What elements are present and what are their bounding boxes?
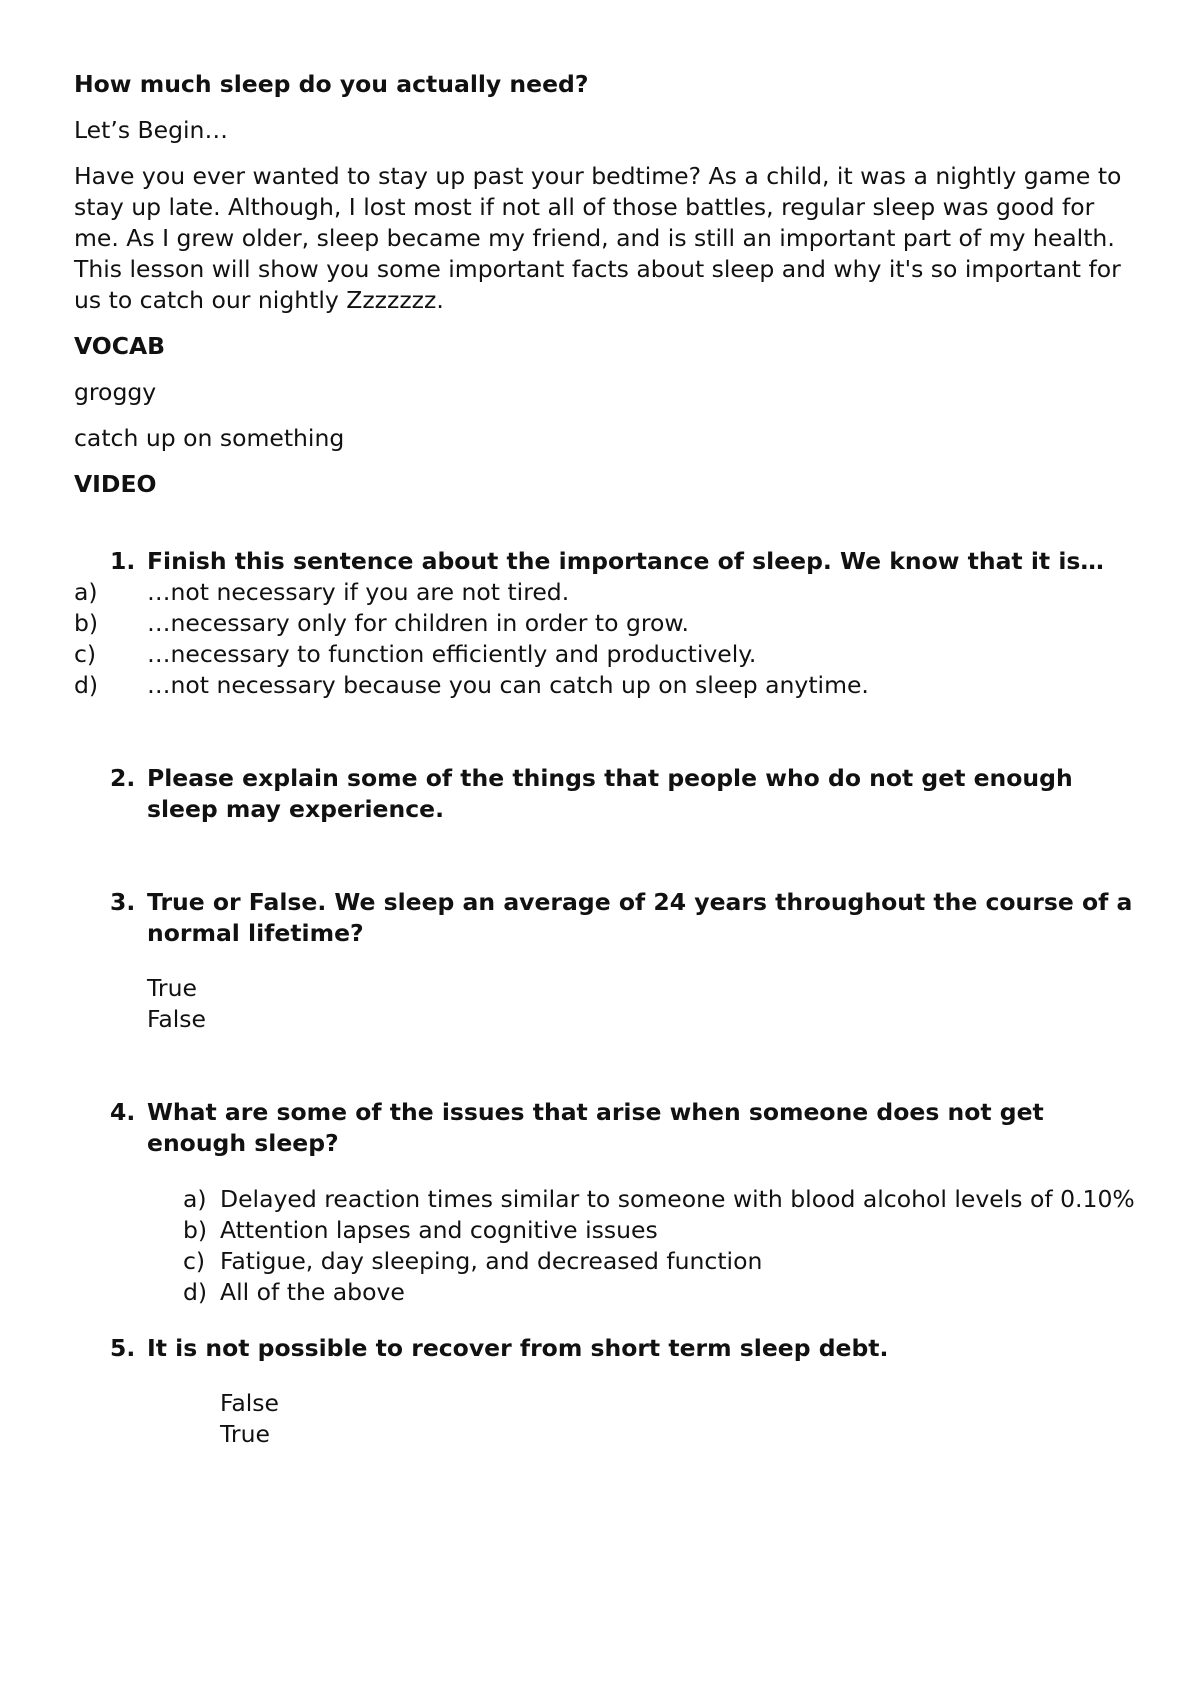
choice-false[interactable]: False <box>220 1389 279 1417</box>
video-heading: VIDEO <box>74 470 157 498</box>
vocab-item: groggy <box>74 378 157 406</box>
option-text: …necessary only for children in order to grow. <box>147 609 689 637</box>
option-letter: b) <box>74 609 99 637</box>
worksheet-document <box>74 69 1139 1450</box>
vocab-heading: VOCAB <box>74 332 166 360</box>
question-3-prompt <box>74 887 1139 949</box>
option-text: Attention lapses and cognitive issues <box>220 1216 658 1244</box>
option-letter: a) <box>183 1185 207 1213</box>
answer-option-a[interactable] <box>74 1184 1139 1215</box>
question-text: What are some of the issues that arise when someone does not get enough sleep? <box>147 1098 1044 1157</box>
option-letter: c) <box>183 1247 206 1275</box>
question-2 <box>74 763 1139 825</box>
option-text: Fatigue, day sleeping, and decreased function <box>220 1247 763 1275</box>
choice-true[interactable]: True <box>220 1420 270 1448</box>
question-text: Please explain some of the things that people who do not get enough sleep may experience. <box>147 764 1073 823</box>
question-text: True or False. We sleep an average of 24 years throughout the course of a normal lifetime? <box>147 888 1133 947</box>
option-text: Delayed reaction times similar to someone with blood alcohol levels of 0.10% <box>220 1185 1135 1213</box>
answer-option-b[interactable] <box>74 1215 1139 1246</box>
question-5 <box>74 1333 1139 1450</box>
option-text: …necessary to function efficiently and productively. <box>147 640 757 668</box>
question-text: Finish this sentence about the importance of sleep. We know that it is… <box>147 547 1104 575</box>
option-text: All of the above <box>220 1278 405 1306</box>
question-number: 2. <box>110 764 136 792</box>
question-2-prompt <box>74 763 1139 825</box>
question-number: 5. <box>110 1334 136 1362</box>
question-text: It is not possible to recover from short term sleep debt. <box>147 1334 889 1362</box>
answer-option-c[interactable] <box>74 1246 1139 1277</box>
choice-true[interactable]: True <box>147 974 197 1002</box>
option-letter: d) <box>74 671 99 699</box>
question-number: 3. <box>110 888 136 916</box>
option-letter: a) <box>74 578 98 606</box>
page-title: How much sleep do you actually need? <box>74 70 589 98</box>
option-text: …not necessary if you are not tired. <box>147 578 570 606</box>
answer-option-d[interactable] <box>74 1277 1139 1308</box>
option-letter: c) <box>74 640 97 668</box>
question-1 <box>74 546 1139 701</box>
question-number: 1. <box>110 547 136 575</box>
question-3 <box>74 887 1139 1035</box>
option-letter: b) <box>183 1216 208 1244</box>
option-letter: d) <box>183 1278 208 1306</box>
question-4-prompt <box>74 1097 1139 1159</box>
question-1-prompt <box>74 546 1139 577</box>
question-number: 4. <box>110 1098 136 1126</box>
question-5-prompt <box>74 1333 1139 1364</box>
vocab-item: catch up on something <box>74 424 345 452</box>
answer-option-c[interactable] <box>74 639 1139 670</box>
choice-false[interactable]: False <box>147 1005 206 1033</box>
answer-option-d[interactable] <box>74 670 1139 701</box>
intro-paragraph: Have you ever wanted to stay up past your bedtime? As a child, it was a nightly game to stay up late. Although, I lost most if not all of those battles, regular sleep was good for me. As I grew older, sleep became my friend, and is still an important part of my health. This lesson will show you some important facts about sleep and why it's so important for us to catch our nightly Zzzzzzz. <box>74 162 1122 314</box>
answer-option-a[interactable] <box>74 577 1139 608</box>
question-4 <box>74 1097 1139 1308</box>
option-text: …not necessary because you can catch up on sleep anytime. <box>147 671 869 699</box>
answer-option-b[interactable] <box>74 608 1139 639</box>
intro-label: Let’s Begin… <box>74 116 228 144</box>
